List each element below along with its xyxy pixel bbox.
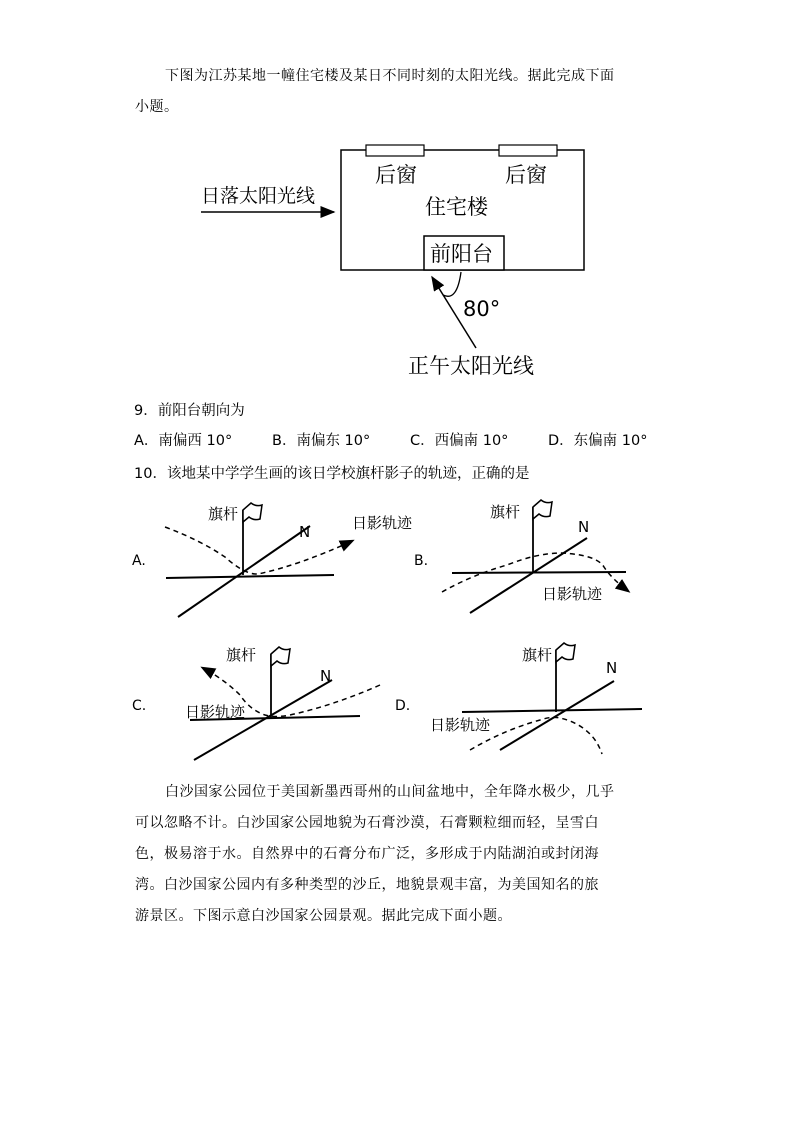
ground-line xyxy=(452,572,626,573)
passage-line-5: 游景区。下图示意白沙国家公园景观。据此完成下面小题。 xyxy=(135,908,512,924)
north-label: N xyxy=(606,659,618,677)
back-window-left: 后窗 xyxy=(375,163,417,187)
option-letter-a: A. xyxy=(132,553,146,569)
figure-c xyxy=(130,638,430,768)
q9-option-a: A．南偏西 10° xyxy=(134,433,233,449)
option-letter-d: D. xyxy=(395,698,411,714)
q9-option-d: D．东偏南 10° xyxy=(548,433,648,449)
intro-line-2: 小题。 xyxy=(135,99,179,115)
passage-line-2: 可以忽略不计。白沙国家公园地貌为石膏沙漠，石膏颗粒细而轻，呈雪白 xyxy=(135,815,599,831)
intro-line-1: 下图为江苏某地一幢住宅楼及某日不同时刻的太阳光线。据此完成下面 xyxy=(165,68,615,84)
flag-icon xyxy=(556,643,575,662)
flag-pole-label: 旗杆 xyxy=(208,505,239,523)
shadow-track-label: 日影轨迹 xyxy=(352,514,413,532)
q9-option-b: B．南偏东 10° xyxy=(272,433,371,449)
north-axis xyxy=(500,681,614,750)
flag-pole-label: 旗杆 xyxy=(522,646,553,664)
north-axis xyxy=(178,526,310,617)
north-label: N xyxy=(320,667,332,685)
building-figure xyxy=(195,140,615,385)
passage-line-3: 色，极易溶于水。自然界中的石膏分布广泛，多形成于内陆湖泊或封闭海 xyxy=(135,846,599,862)
shadow-track-label: 日影轨迹 xyxy=(430,716,491,734)
figure-b xyxy=(412,495,662,630)
flag-icon xyxy=(243,503,262,522)
shadow-track-label: 日影轨迹 xyxy=(542,585,603,603)
flag-pole-label: 旗杆 xyxy=(490,503,521,521)
passage-line-4: 湾。白沙国家公园内有多种类型的沙丘，地貌景观丰富，为美国知名的旅 xyxy=(135,877,599,893)
ground-line xyxy=(166,575,334,578)
q9-stem: 9．前阳台朝向为 xyxy=(134,403,245,419)
shadow-track-label: 日影轨迹 xyxy=(185,703,246,721)
noon-ray-label: 正午太阳光线 xyxy=(408,354,534,378)
angle-label: 80° xyxy=(463,297,501,321)
figure-d xyxy=(392,638,652,768)
building-label: 住宅楼 xyxy=(425,195,488,219)
shadow-track xyxy=(165,527,352,574)
balcony-label: 前阳台 xyxy=(430,242,493,266)
option-letter-c: C. xyxy=(132,698,147,714)
q10-stem: 10．该地某中学学生画的该日学校旗杆影子的轨迹，正确的是 xyxy=(134,466,530,482)
q9-option-c: C．西偏南 10° xyxy=(410,433,509,449)
back-window-right-frame xyxy=(499,145,557,156)
flag-icon xyxy=(271,647,290,666)
north-label: N xyxy=(299,523,311,541)
flag-pole-label: 旗杆 xyxy=(226,646,257,664)
figure-a xyxy=(130,495,430,630)
sunset-ray-label: 日落太阳光线 xyxy=(201,185,316,207)
back-window-left-frame xyxy=(366,145,424,156)
ground-line xyxy=(462,709,642,712)
option-letter-b: B. xyxy=(414,553,429,569)
back-window-right: 后窗 xyxy=(505,163,547,187)
flag-icon xyxy=(533,500,552,519)
north-label: N xyxy=(578,518,590,536)
passage-line-1: 白沙国家公园位于美国新墨西哥州的山间盆地中，全年降水极少，几乎 xyxy=(165,784,615,800)
angle-arc xyxy=(443,272,461,296)
